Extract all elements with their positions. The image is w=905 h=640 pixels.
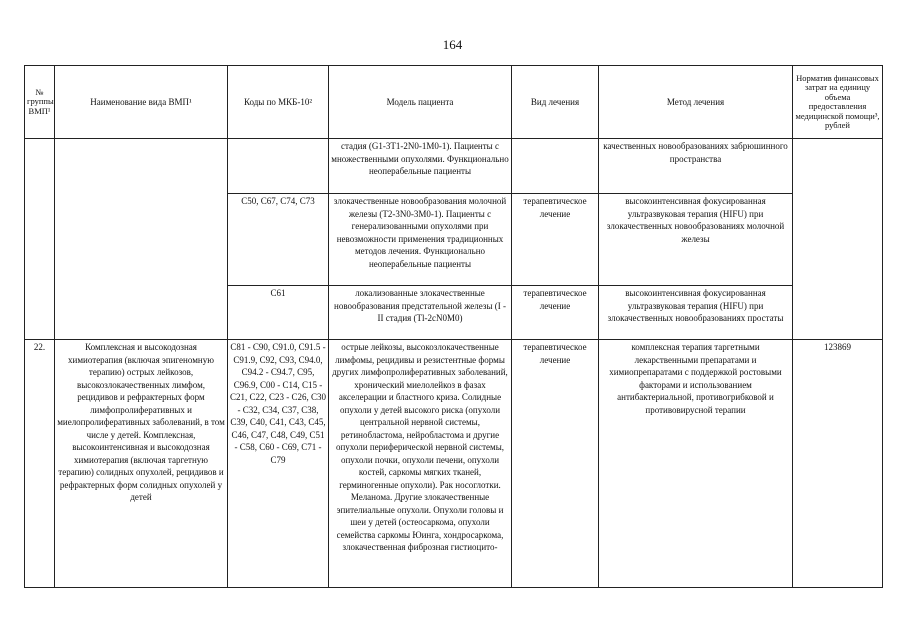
cell-codes: C81 - C90, C91.0, C91.5 - C91.9, C92, C93, C94.0, C94.2 - C94.7, C95, C96.9, C00 - C14, C15 - C21, C22, C23 - C26, C30 - C32, C34, C37, C38, C39, C40, C41, C43, C45, C46, C47, C48, C49, C51 - C58, C60 - C69, C71 - C79 [228,340,329,588]
header-group-number: № группы ВМП¹ [25,66,55,139]
cell-norm: 123869 [793,340,883,588]
cell-type: терапевтическое лечение [512,340,599,588]
cell-codes [228,139,329,194]
cell-codes: C61 [228,286,329,340]
header-cost-norm: Норматив финансовых затрат на единицу объема предоставления медицинской помощи³, рублей [793,66,883,139]
cell-model: острые лейкозы, высокозлокачественные лимфомы, рецидивы и резистентные формы других лимфопролиферативных заболеваний, хронический миелолейкоз в фазах акселерации и бластного криза. Солидные опухоли у детей высокого риска (опухоли центральной нервной системы, ретинобластома, нейробластома и другие опухоли периферической нервной системы, опухоли почки, опухоли печени, опухоли костей, саркомы мягких тканей, герминогенные опухоли). Рак носоглотки. Меланома. Другие злокачественные эпителиальные опухоли. Опухоли головы и шеи у детей (остеосаркома, опухоли семейства саркомы Юинга, хондросаркома, злокачественная фиброзная гистиоцито- [329,340,512,588]
header-treatment-method: Метод лечения [599,66,793,139]
cell-norm [793,194,883,286]
cell-norm [793,139,883,194]
cell-group [25,286,55,340]
cell-name [55,139,228,194]
cell-type [512,139,599,194]
header-patient-model: Модель пациента [329,66,512,139]
table-header-row [25,66,883,139]
cell-type: терапевтическое лечение [512,286,599,340]
cell-norm [793,286,883,340]
cell-group: 22. [25,340,55,588]
header-vmp-name: Наименование вида ВМП¹ [55,66,228,139]
page-number: 164 [442,37,463,52]
cell-name: Комплексная и высокодозная химиотерапия (включая эпигеномную терапию) острых лейкозов, высокозлокачественных лимфом, рецидивов и рефрактерных форм лимфопролиферативных и миелопролиферативных заболеваний, в том числе у детей. Комплексная, высокоинтенсивная и высокодозная химиотерапия (включая таргетную терапию) солидных опухолей, рецидивов и рефрактерных форм солидных опухолей у детей [55,340,228,588]
cell-model: стадия (G1-3T1-2N0-1M0-1). Пациенты с множественными опухолями. Функционально неоперабельные пациенты [329,139,512,194]
cell-name [55,194,228,286]
cell-method: высокоинтенсивная фокусированная ультразвуковая терапия (HIFU) при злокачественных новообразованиях простаты [599,286,793,340]
table-row [25,139,883,194]
cell-model: локализованные злокачественные новообразования предстательной железы (I - II стадия (Tl-2cN0M0) [329,286,512,340]
cell-model: злокачественные новообразования молочной железы (T2-3N0-3M0-1). Пациенты с генерализованными опухолями при невозможности применения традиционных методов лечения. Функционально неоперабельные пациенты [329,194,512,286]
cell-group [25,139,55,194]
header-icd-codes: Коды по МКБ-10² [228,66,329,139]
cell-type: терапевтическое лечение [512,194,599,286]
table-row [25,194,883,286]
cell-name [55,286,228,340]
vmp-table [24,65,883,588]
table-row [25,286,883,340]
cell-codes: C50, C67, C74, C73 [228,194,329,286]
cell-method: комплексная терапия таргетными лекарственными препаратами и химиопрепаратами с поддержкой ростовыми факторами и использованием антибактериальной, противогрибковой и противовирусной терапии [599,340,793,588]
cell-method: высокоинтенсивная фокусированная ультразвуковая терапия (HIFU) при злокачественных новообразованиях молочной железы [599,194,793,286]
table-row [25,340,883,588]
cell-method: качественных новообразованиях забрюшинного пространства [599,139,793,194]
header-treatment-type: Вид лечения [512,66,599,139]
cell-group [25,194,55,286]
